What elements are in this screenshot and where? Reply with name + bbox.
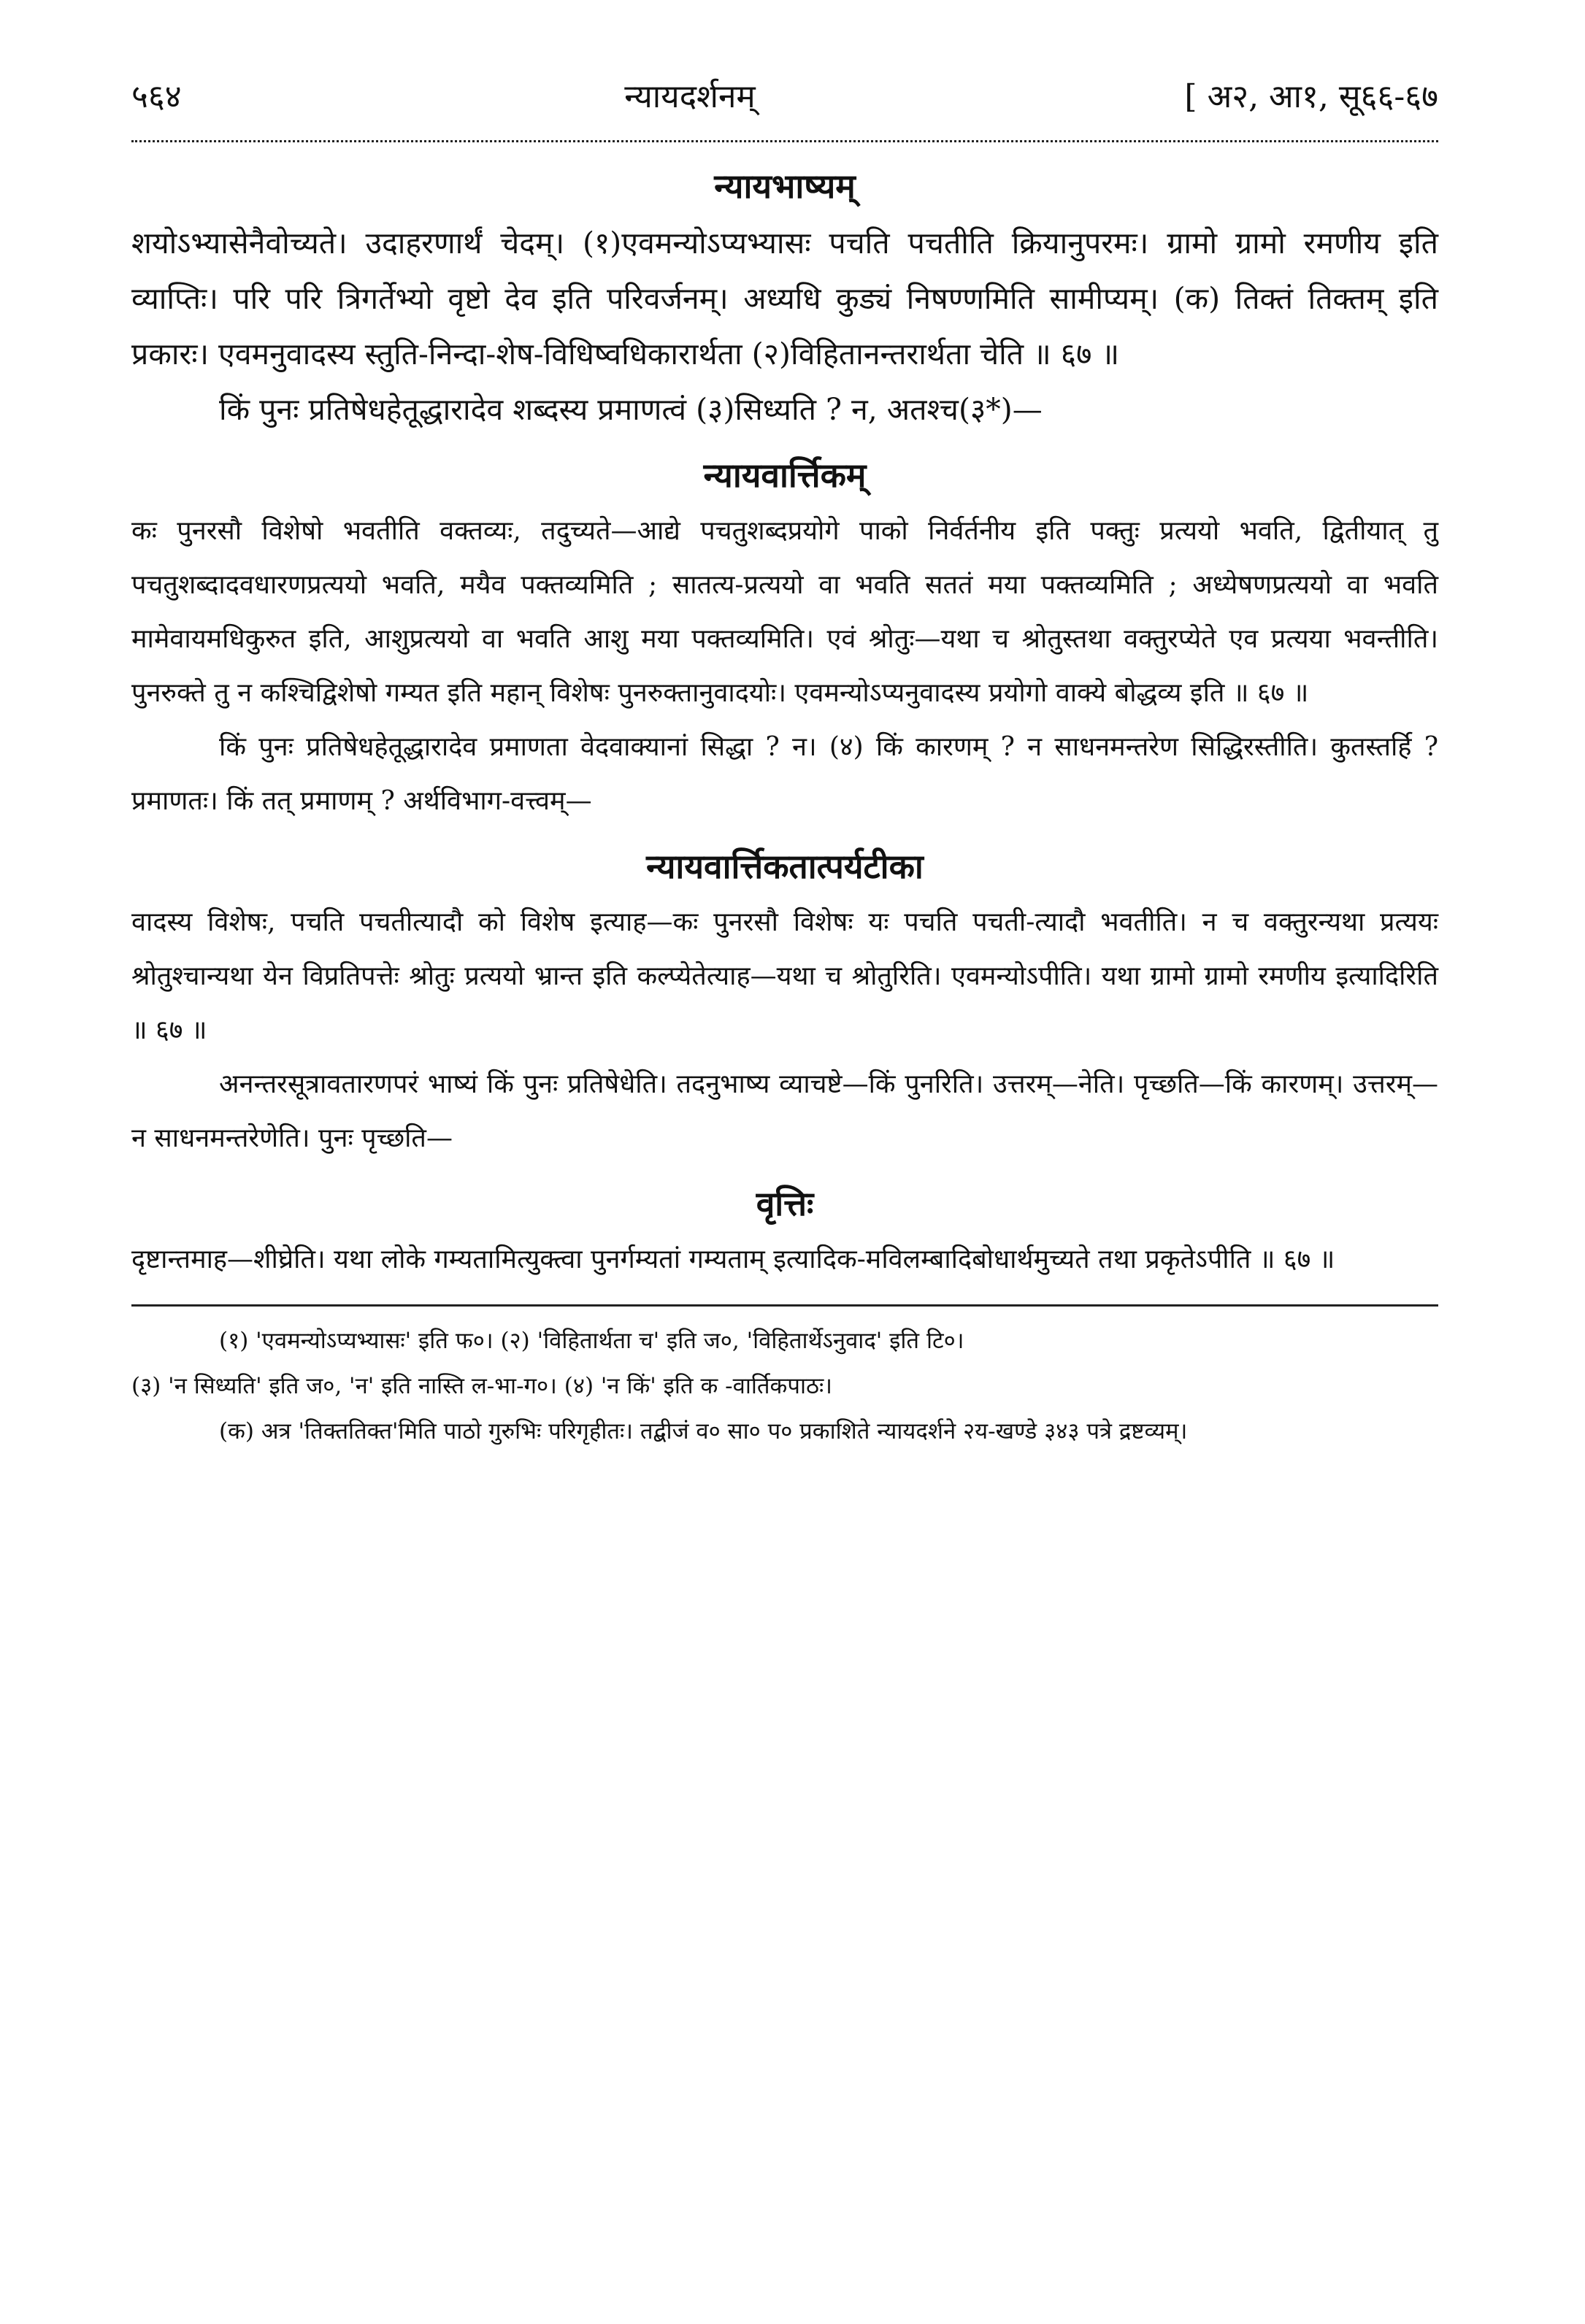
footnote-line-2: (३) 'न सिध्यति' इति ज०, 'न' इति नास्ति ल-भा-ग०। (४) 'न किं' इति क -वार्तिकपाठः। [131, 1373, 833, 1399]
section-heading-nyayavarttika: न्यायवार्त्तिकम् [703, 455, 867, 495]
running-header [131, 51, 1438, 133]
page-number: ५६४ [131, 78, 182, 115]
sutra-reference: [ अ२, आ१, सू६६-६७ [1184, 78, 1438, 115]
nyayabhashya-text: शयोऽभ्यासेनैवोच्यते। उदाहरणार्थं चेदम्। (१)एवमन्योऽप्यभ्यासः पचति पचतीति क्रियानुपरमः। ग्रामो ग्रामो रमणीय इति व्याप्तिः। परि परि त्रिगर्तेभ्यो वृष्टो देव इति परिवर्जनम्। अध्यधि कुड्यं निषण्णमिति सामीप्यम्। (क) तिक्तं तिक्तम् इति प्रकारः। एवमनुवादस्य स्तुति-निन्दा-शेष-विधिष्वधिकारार्थता (२)विहितानन्तरार्थता चेति ॥ ६७ ॥ [131, 226, 1438, 372]
nyayavarttika-transition: किं पुनः प्रतिषेधहेतूद्धारादेव प्रमाणता वेदवाक्यानां सिद्धा ? न। (४) किं कारणम् ? न साधनमन्तरेण सिद्धिरस्तीति। कुतस्तर्हि ? प्रमाणतः। किं तत् प्रमाणम् ? अर्थविभाग-वत्त्वम्— [131, 732, 1438, 816]
tatparyatika-text-2: अनन्तरसूत्रावतारणपरं भाष्यं किं पुनः प्रतिषेधेति। तदनुभाष्य व्याचष्टे—किं पुनरिति। उत्तरम्—नेति। पृच्छति—किं कारणम्। उत्तरम्—न साधनमन्तरेणेति। पुनः पृच्छति— [131, 1069, 1438, 1153]
section-heading-tatparyatika: न्यायवार्त्तिकतात्पर्यटीका [646, 847, 924, 886]
footnote-line-3: (क) अत्र 'तिक्ततिक्त'मिति पाठो गुरुभिः परिगृहीतः। तद्बीजं व० सा० प० प्रकाशिते न्यायदर्शने २य-खण्डे ३४३ पत्रे द्रष्टव्यम्। [219, 1418, 1188, 1444]
nyayabhashya-transition: किं पुनः प्रतिषेधहेतूद्धारादेव शब्दस्य प्रमाणत्वं (३)सिध्यति ? न, अतश्च(३*)— [219, 392, 1043, 427]
vritti-text: दृष्टान्तमाह—शीघ्रेति। यथा लोके गम्यतामित्युक्त्वा पुनर्गम्यतां गम्यताम् इत्यादिक-मविलम्बादिबोधार्थमुच्यते तथा प्रकृतेऽपीति ॥ ६७ ॥ [131, 1244, 1335, 1274]
header-divider [131, 133, 1438, 142]
nyayavarttika-text: कः पुनरसौ विशेषो भवतीति वक्तव्यः, तदुच्यते—आद्ये पचतुशब्दप्रयोगे पाको निर्वर्तनीय इति पक्तुः प्रत्ययो भवति, द्वितीयात् तु पचतुशब्दादवधारणप्रत्ययो भवति, मयैव पक्तव्यमिति ; सातत्य-प्रत्ययो वा भवति सततं मया पक्तव्यमिति ; अध्येषणप्रत्ययो वा भवति मामेवायमधिकुरुत इति, आशुप्रत्ययो वा भवति आशु मया पक्तव्यमिति। एवं श्रोतुः—यथा च श्रोतुस्तथा वक्तुरप्येते एव प्रत्यया भवन्तीति। पुनरुक्ते तु न कश्चिद्विशेषो गम्यत इति महान् विशेषः पुनरुक्तानुवादयोः। एवमन्योऽप्यनुवादस्य प्रयोगो वाक्ये बोद्धव्य इति ॥ ६७ ॥ [131, 516, 1438, 708]
book-title: न्यायदर्शनम् [624, 78, 756, 115]
section-heading-vritti: वृत्तिः [756, 1184, 814, 1223]
footnote-divider [131, 1304, 1438, 1307]
footnote-line-1: (१) 'एवमन्योऽप्यभ्यासः' इति फ०। (२) 'विहितार्थता च' इति ज०, 'विहितार्थेऽनुवाद' इति टि०। [219, 1328, 964, 1354]
section-heading-nyayabhashya: न्यायभाष्यम् [714, 166, 856, 206]
document-page [131, 51, 1438, 1454]
tatparyatika-text: वादस्य विशेषः, पचति पचतीत्यादौ को विशेष इत्याह—कः पुनरसौ विशेषः यः पचति पचती-त्यादौ भवतीति। न च वक्तुरन्यथा प्रत्ययः श्रोतुश्चान्यथा येन विप्रतिपत्तेः श्रोतुः प्रत्ययो भ्रान्त इति कल्प्येतेत्याह—यथा च श्रोतुरिति। एवमन्योऽपीति। यथा ग्रामो ग्रामो रमणीय इत्यादिरिति ॥ ६७ ॥ [131, 907, 1438, 1045]
